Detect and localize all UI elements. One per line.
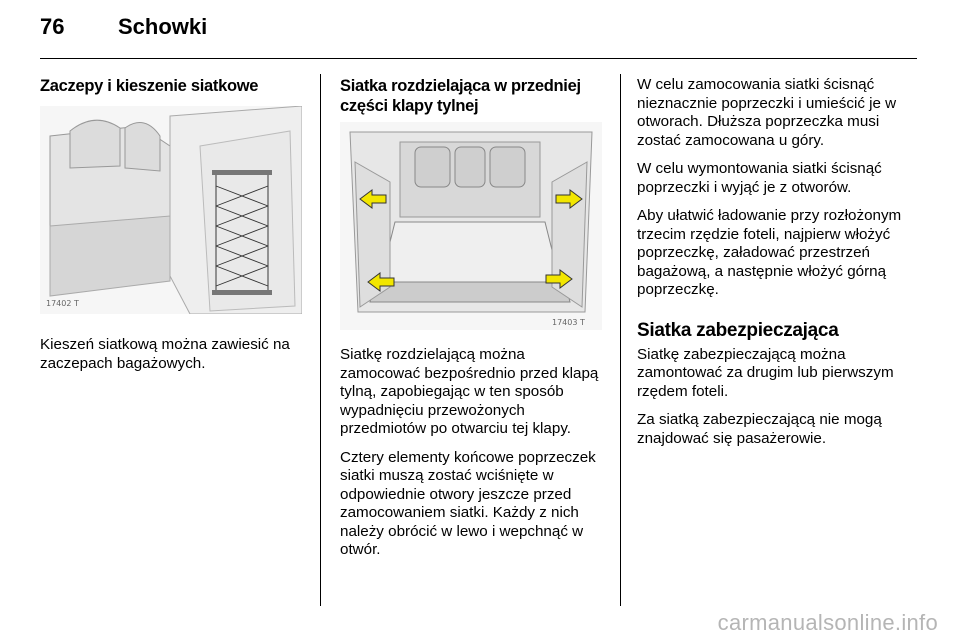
paragraph: Kieszeń siatkową można zawiesić na zaczepach bagażowych. [40, 336, 290, 372]
section-heading-hooks: Zaczepy i kieszenie siatkowe [40, 77, 259, 95]
figure-label: 17402 T [46, 299, 79, 308]
column-divider-2 [620, 74, 621, 606]
header-rule [40, 58, 917, 59]
paragraph: W celu wymontowania siatki ścisnąć poprzeczki i wyjąć je z otworów. [637, 160, 882, 196]
paragraph: Aby ułatwić ładowanie przy rozłożonym trzecim rzędzie foteli, najpierw włożyć poprzeczkę, załadować przestrzeń bagażową, a następnie włożyć górną poprzeczkę. [637, 207, 902, 298]
paragraph: Siatkę rozdzielającą można zamocować bezpośrednio przed klapą tylną, zapobiegając w ten sposób wypadnięciu przewożonych przedmiotów po otwarciu tej klapy. [340, 346, 599, 437]
figure-tailgate-net [340, 122, 602, 330]
paragraph: Siatkę zabezpieczającą można zamontować za drugim lub pierwszym rzędem foteli. [637, 345, 894, 400]
tailgate-illustration [340, 122, 602, 330]
page-number: 76 [40, 14, 65, 39]
net-pocket-illustration [40, 106, 302, 314]
column-3 [637, 76, 917, 458]
figure-net-pocket [40, 106, 302, 314]
paragraph: Za siatką zabezpieczającą nie mogą znajdować się pasażerowie. [637, 411, 882, 447]
section-heading-divider-net: Siatka rozdzielająca w przedniej części klapy tylnej [340, 77, 581, 115]
page-header [40, 14, 920, 54]
figure-label: 17403 T [552, 318, 585, 327]
watermark: carmanualsonline.info [717, 610, 938, 635]
column-1 [40, 76, 308, 383]
paragraph: W celu zamocowania siatki ścisnąć nieznacznie poprzeczki i umieścić je w otworach. Dłuższa poprzeczka musi zostać zamocowana u góry. [637, 76, 897, 149]
paragraph: Cztery elementy końcowe poprzeczek siatki muszą zostać wciśnięte w odpowiednie otwory jeszcze przed zamocowaniem siatki. Każdy z nich należy obrócić w lewo i wepchnąć w otwór. [340, 448, 596, 558]
section-heading-safety-net: Siatka zabezpieczająca [637, 319, 839, 341]
column-2 [340, 76, 608, 570]
chapter-title: Schowki [118, 14, 208, 39]
column-divider-1 [320, 74, 321, 606]
